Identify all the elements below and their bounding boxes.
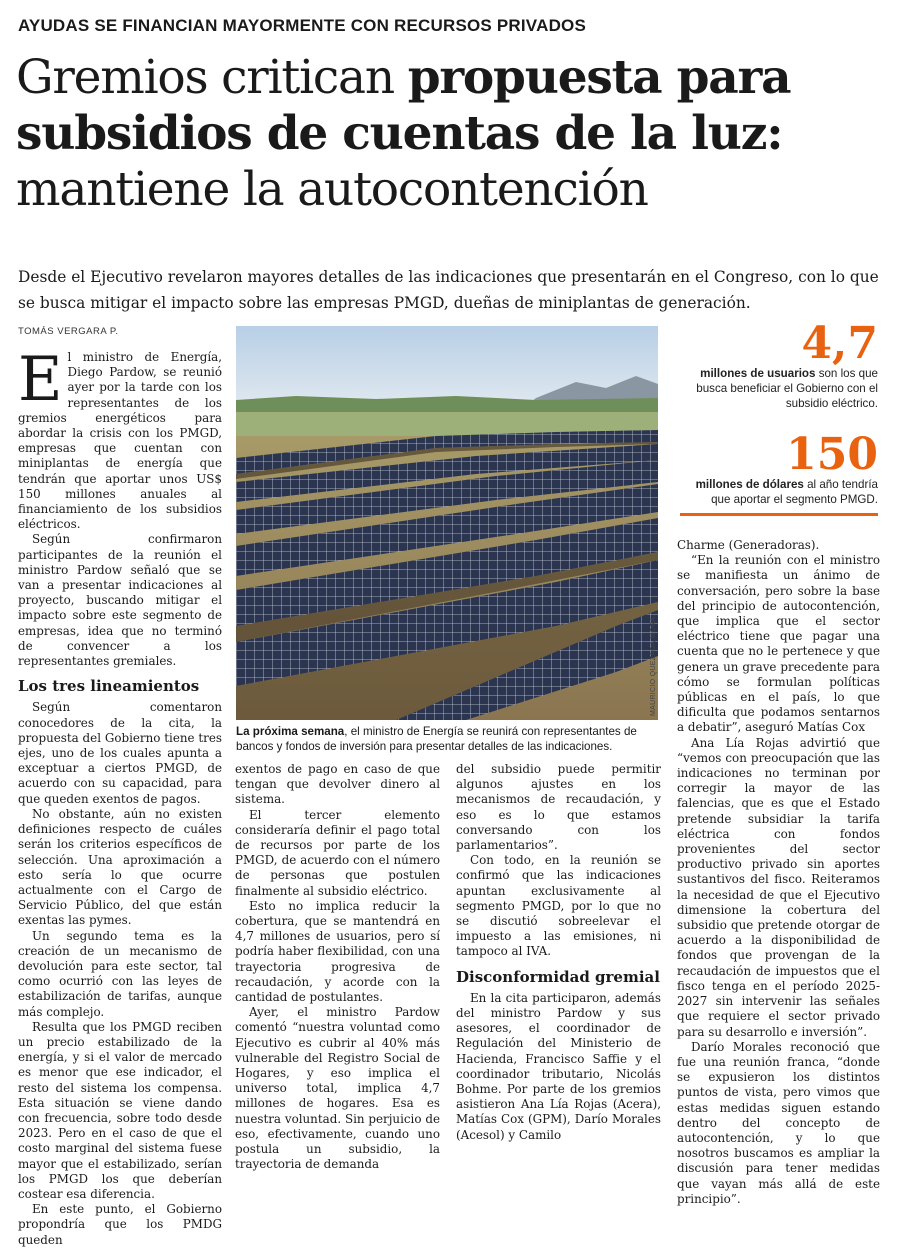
headline-part1: Gremios critican <box>16 50 408 105</box>
stat-dollars-desc <box>680 477 878 507</box>
headline-part3: mantiene la autocontención <box>16 162 648 217</box>
paragraph-14: En la cita participaron, además del ministro Pardow y sus asesores, el coordinador de Regulación del Ministerio de Hacienda, Francisco Saffie y el coordinador tributario, Nicolás Bohme. Por parte de los gremios asistieron Ana Lía Rojas (Acera), Matías Cox (GPM), Darío Morales (Acesol) y Camilo <box>456 990 661 1142</box>
stat-users-number: 4,7 <box>801 318 878 369</box>
paragraph-1 <box>18 344 222 532</box>
stat-users <box>680 318 878 411</box>
subhead-disconformidad: Disconformidad gremial <box>456 967 660 986</box>
kicker: AYUDAS SE FINANCIAN MAYORMENTE CON RECURSOS PRIVADOS <box>18 16 587 35</box>
column-3 <box>456 762 661 1143</box>
paragraph-7: En este punto, el Gobierno propondría que los PMDG queden <box>18 1202 222 1247</box>
stat-dollars-bold: millones de dólares <box>695 478 804 491</box>
paragraph-15: Charme (Generadoras). <box>677 538 820 552</box>
paragraph-18: Darío Morales reconoció que fue una reunión franca, “donde se expusieron los distintos puntos de vista, pero vimos que estas medidas siguen estando dentro del concepto de autocontención, y lo que nosotros buscamos es ampliar la discusión para tener medidas que vayan más allá de este principio”. <box>677 1039 880 1206</box>
column-1 <box>18 344 222 1248</box>
stat-users-desc <box>680 366 878 411</box>
deck: Desde el Ejecutivo revelaron mayores detalles de las indicaciones que presentarán en el Congreso, con lo que se busca mitigar el impacto sobre las empresas PMGD, dueñas de miniplantas de generación. <box>18 268 879 312</box>
paragraph-4: No obstante, aún no existen definiciones respecto de cuáles serán los criterios específicos de selección. Una aproximación a esto sería lo que ocurre actualmente con el Cargo de Servicio Público, del que están exentas las pymes. <box>18 806 222 928</box>
paragraph-9: El tercer elemento consideraría definir el pago total de recursos por parte de los PMGD, de acuerdo con el número de personas que postulen finalmente al subsidio eléctrico. <box>235 807 440 898</box>
stat-users-bold: millones de usuarios <box>700 367 816 380</box>
stat-dollars-text: al año tendría que aportar el segmento PMGD. <box>711 478 878 506</box>
paragraph-1-text: l ministro de Energía, Diego Pardow, se reunió ayer por la tarde con los representantes de los gremios energéticos para abordar la crisis con los PMGD, empresas que cuentan con miniplantas de energía que tendrán que aportar unos US$ 150 millones anuales al financiamiento de los subsidios eléctricos. <box>18 350 222 532</box>
paragraph-17: Ana Lía Rojas advirtió que “vemos con preocupación que las indicaciones no terminan por corregir la mayor de las falencias, que es que el Estado pretende subsidiar la tarifa eléctrica con fondos provenientes del sector productivo privado sin aportes sustantivos del fisco. Reiteramos la necesidad de que el Ejecutivo dimensione la cobertura del subsidio que pretende otorgar de acuerdo a la disponibilidad de fondos que provengan de la recaudación de impuestos que el fisco tenga en el período 2025-2027 sin intervenir las señales que requiere el sector privado para su desarrollo e inversión”. <box>677 735 880 1039</box>
column-2 <box>235 762 440 1172</box>
paragraph-5: Un segundo tema es la creación de un mecanismo de devolución para este sector, tal como ocurrió con las leyes de estabilización de tarifas, aunque más complejo. <box>18 928 222 1019</box>
paragraph-16: “En la reunión con el ministro se manifiesta un ánimo de conversación, pero sobre la base del principio de autocontención, que implica que el sector eléctrico tiene que pagar una cuenta que no le pertenece y que genera un grave precedente para cómo se formulan políticas públicas en el país, lo que dificulta que podamos sentarnos a debatir”, aseguró Matías Cox <box>677 553 880 735</box>
paragraph-10: Esto no implica reducir la cobertura, que se mantendrá en 4,7 millones de usuarios, pero sí podría haber flexibilidad, con una trayectoria progresiva de recaudación, y acorde con la cantidad de postulantes. <box>235 898 440 1005</box>
column-4 <box>677 538 880 1207</box>
subhead-lineamientos: Los tres lineamientos <box>18 677 200 696</box>
caption-text: , el ministro de Energía se reunirá con representantes de bancos y fondos de inversión para presentar detalles de las indicaciones. <box>236 725 637 753</box>
paragraph-2: Según confirmaron participantes de la reunión el ministro Pardow señaló que se van a presentar indicaciones al proyecto, buscando mitigar el impacto sobre este segmento de empresas, idea que no terminó de convencer a los representantes gremiales. <box>18 532 222 669</box>
paragraph-13: Con todo, en la reunión se confirmó que las indicaciones apuntan exclusivamente al segmento PMGD, por lo que no se discutió sobreelevar el impuesto a las emisiones, ni tampoco al IVA. <box>456 853 661 959</box>
paragraph-6: Resulta que los PMGD reciben un precio estabilizado de la energía, y si el valor de mercado es menor que ese indicador, el resto del sistema los compensa. Esta situación se viene dando con frecuencia, sobre todo desde 2023. Pero en el caso de que el costo marginal del sistema fuese mayor que el estabilizado, serían los PMGD los que deberían costear esa diferencia. <box>18 1019 222 1201</box>
solar-panels-illustration <box>236 326 658 720</box>
byline: TOMÁS VERGARA P. <box>18 326 119 337</box>
paragraph-8: exentos de pago en caso de que tengan que devolver dinero al sistema. <box>235 762 440 807</box>
photo-caption <box>236 724 666 754</box>
stat-dollars-number: 150 <box>786 429 878 480</box>
stats-divider <box>680 513 878 516</box>
headline <box>16 50 886 218</box>
paragraph-3: Según comentaron conocedores de la cita, la propuesta del Gobierno tiene tres ejes, uno de los cuales apunta a exceptuar a ciertos PMGD, de acuerdo con su capacidad, para que queden exentos de pagos. <box>18 700 222 806</box>
paragraph-11: Ayer, el ministro Pardow comentó “nuestra voluntad como Ejecutivo es cubrir al 40% más vulnerable del Registro Social de Hogares, y eso implica el universo total, implica 4,7 millones de hogares. Esa es nuestra voluntad. Sin perjuicio de eso, efectivamente, cuando uno postula un subsidio, la trayectoria de demanda <box>235 1005 440 1172</box>
photo-credit: MAURICIO QUEZADA MORA. <box>650 614 657 716</box>
paragraph-12: del subsidio puede permitir algunos ajustes en los mecanismos de recaudación, y eso es lo que estamos conversando con los parlamentarios”. <box>456 762 661 853</box>
stat-users-text: son los que busca beneficiar el Gobierno con el subsidio eléctrico. <box>696 367 878 410</box>
stat-dollars <box>680 429 878 507</box>
headline-part2: propuesta para subsidios de cuentas de la luz: <box>16 50 791 161</box>
caption-lead: La próxima semana <box>236 725 345 738</box>
solar-farm-photo <box>236 326 658 720</box>
dropcap: E <box>18 344 63 415</box>
